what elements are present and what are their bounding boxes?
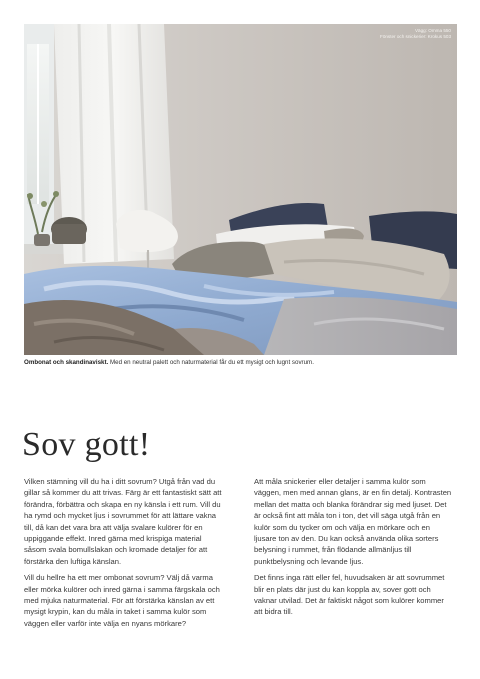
body-column-right [254,476,454,623]
paragraph: Att måla snickerier eller detaljer i samma kulör som väggen, men med annan glans, är en fin detalj. Kontrasten mellan det matta och blanka förändrar sig med ljuset. Det är också fint att måla ton i ton, det vill säga utgå från en kulör som du tycker om och välja en mörkare och en ljusare ton av den. Du kan också använda olika sorters belysning i rummet, från flödande allmänljus till punktbelysning och levande ljus. [254,477,452,566]
photo-caption [24,358,457,367]
page-title: Sov gott! [22,426,151,463]
bedroom-illustration [24,24,457,355]
credit-trim: Fönster och snickerier: Krokus 503 [380,34,451,39]
caption-text: Med en neutral palett och naturmaterial får du ett mysigt och lugnt sovrum. [108,359,314,366]
bedroom-photo [24,24,457,355]
paragraph: Vilken stämning vill du ha i ditt sovrum? Utgå från vad du gillar så kommer du att trivas. Färg är ett fantastiskt sätt att förändra, förbättra och skapa en ny känsla i ett rum. Vill du ha rymd och mycket ljus i sovrummet för att lättare vakna till, då kan det vara bra att välja svalare kulörer för en uppiggande effekt. Inred gärna med krispiga material såsom svala bomullslakan och kromade detaljer för att förstärka den luftiga känslan. [24,477,222,566]
paragraph: Det finns inga rätt eller fel, huvudsaken är att sovrummet blir en plats där just du kan koppla av, sover gott och vaknar utvilad. Det är faktiskt något som kulörer kommer att bidra till. [254,573,445,617]
body-column-left [24,476,224,634]
photo-credit [380,28,451,40]
caption-bold: Ombonat och skandinaviskt. [24,359,109,366]
credit-wall: Vägg: Omma 550 [414,28,451,33]
paragraph: Vill du hellre ha ett mer ombonat sovrum? Välj då varma eller mörka kulörer och inred gärna i samma färgskala och med mjuka naturmaterial. För att förstärka känslan av ett mysigt krypin, kan du måla in taket i samma kulör som väggen eller varför inte välja en nyans mörkare? [24,573,220,628]
